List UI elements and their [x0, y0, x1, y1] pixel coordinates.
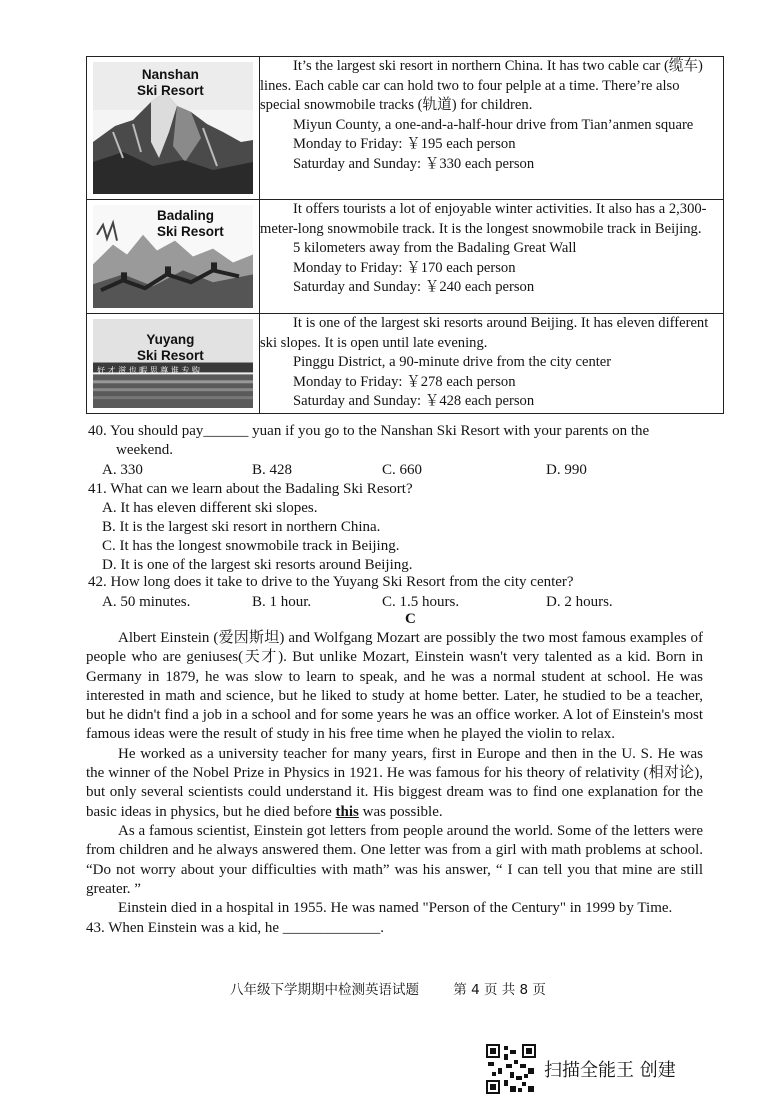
question-40: [88, 422, 708, 460]
page-number: 第 4 页 共 8 页: [453, 982, 546, 998]
nanshan-name-label: [137, 67, 204, 99]
option-c[interactable]: C. It has the longest snowmobile track in Beijing.: [102, 538, 400, 554]
option-d[interactable]: D. 2 hours.: [546, 594, 613, 610]
name-line1: Yuyang: [146, 332, 195, 347]
name-line2: Ski Resort: [157, 224, 224, 239]
resort-row-yuyang: [87, 314, 724, 414]
reading-passage: [86, 629, 703, 939]
resort-info-cell: [260, 200, 724, 314]
question-42-stem: 42. How long does it take to drive to the Yuyang Ski Resort from the city center?: [88, 574, 574, 590]
page-footer: [230, 978, 576, 998]
yuyang-banner-text: 好 才 滋 也 暇 思 尊 谁 专 购: [97, 366, 200, 375]
passage-paragraph-2: [86, 745, 703, 822]
resort-image-cell: [87, 200, 260, 314]
qr-code-icon: [486, 1044, 536, 1094]
scanner-watermark: [486, 1044, 676, 1094]
resort-weekend-price: Saturday and Sunday: ￥428 each person: [293, 393, 535, 410]
name-line1: Badaling: [157, 208, 215, 223]
passage-paragraph-1: Albert Einstein (爱因斯坦) and Wolfgang Mozart are possibly the two most famous examples of people who are geniuses(天才). But unlike Mozart, Einstein wasn't very talented as a kid. Born in Germany in 1879, he was slow to learn to speak, and he was a normal student at school. He was interested in math and science, but he liked to study at home better. Later, he studied to be a teacher, but he didn't find a job in a school and for some years he was an office worker. A lot of Einstein's most famous ideas were the result of study in his free time when he played the violin to relax.: [86, 630, 703, 743]
name-line1: Nanshan: [141, 67, 199, 82]
yuyang-name-label: [137, 332, 204, 364]
resort-description: It’s the largest ski resort in northern China. It has two cable car (缆车) lines. Each cable car can hold two to four pelple at a time. There’re also special snowmobile tracks (轨道) for children.: [260, 58, 703, 114]
question-41-options: [102, 499, 662, 575]
option-c[interactable]: C. 660: [382, 462, 423, 478]
question-40-stem-line2: weekend.: [116, 442, 174, 458]
option-b[interactable]: B. 428: [252, 462, 293, 478]
passage-paragraph-3: As a famous scientist, Einstein got letters from people around the world. Some of the letters were from children and he always answered them. One letter was from a girl with math problems at school. “Do not worry about your difficulties with math” was his answer, “ I can tell you that mine are still greater. ”: [86, 822, 703, 897]
paragraph-2-end: was possible.: [358, 803, 443, 820]
option-d[interactable]: D. 990: [546, 462, 587, 478]
resort-weekend-price: Saturday and Sunday: ￥240 each person: [293, 279, 535, 296]
question-40-stem-line1: 40. You should pay______ yuan if you go to the Nanshan Ski Resort with your parents on the: [88, 423, 650, 439]
question-43-stem: 43. When Einstein was a kid, he _____________.: [86, 920, 385, 937]
resort-row-badaling: [87, 200, 724, 314]
resort-weekday-price: Monday to Friday: ￥195 each person: [293, 136, 516, 153]
resort-weekday-price: Monday to Friday: ￥170 each person: [293, 259, 516, 276]
resort-weekend-price: Saturday and Sunday: ￥330 each person: [293, 155, 535, 172]
option-a[interactable]: A. It has eleven different ski slopes.: [102, 500, 318, 516]
badaling-name-label: [157, 208, 224, 240]
option-b[interactable]: B. It is the largest ski resort in northern China.: [102, 519, 381, 535]
option-d[interactable]: D. It is one of the largest ski resorts around Beijing.: [102, 557, 413, 573]
exam-title: 八年级下学期期中检测英语试题: [230, 982, 419, 998]
resort-row-nanshan: [87, 57, 724, 200]
ski-resort-table: [86, 56, 724, 414]
name-line2: Ski Resort: [137, 83, 204, 98]
resort-image-cell: [87, 57, 260, 200]
resort-description: It offers tourists a lot of enjoyable winter activities. It also has a 2,300-meter-long snowmobile track. It is the longest snowmobile track in Beijing.: [260, 201, 707, 237]
resort-weekday-price: Monday to Friday: ￥278 each person: [293, 373, 516, 390]
question-41-stem: 41. What can we learn about the Badaling Ski Resort?: [88, 481, 413, 497]
scanner-label: 扫描全能王 创建: [544, 1060, 676, 1081]
resort-description: It is one of the largest ski resorts around Beijing. It has eleven different ski slopes. It is open until late evening.: [260, 315, 709, 351]
paragraph-2-text: He worked as a university teacher for many years, first in Europe and then in the U. S. He was the winner of the Nobel Prize in Physics in 1921. He was famous for his theory of relativity (相对论), but only several scientists could understand it. His biggest dream was to find one explanation for the basic ideas in physics, but he died before: [86, 745, 703, 820]
option-a[interactable]: A. 50 minutes.: [102, 594, 191, 610]
section-label-c: C: [405, 611, 416, 627]
option-a[interactable]: A. 330: [102, 462, 143, 478]
underlined-word-this: this: [335, 803, 359, 820]
resort-info-cell: [260, 57, 724, 200]
option-b[interactable]: B. 1 hour.: [252, 594, 312, 610]
passage-paragraph-4: Einstein died in a hospital in 1955. He was named "Person of the Century" in 1999 by Time.: [118, 900, 673, 917]
resort-location: Miyun County, a one-and-a-half-hour drive from Tian’anmen square: [293, 116, 694, 133]
resort-location: 5 kilometers away from the Badaling Great Wall: [293, 240, 577, 257]
resort-image-cell: [87, 314, 260, 414]
resort-location: Pinggu District, a 90-minute drive from the city center: [293, 354, 612, 371]
name-line2: Ski Resort: [137, 348, 204, 363]
resort-info-cell: [260, 314, 724, 414]
option-c[interactable]: C. 1.5 hours.: [382, 594, 460, 610]
